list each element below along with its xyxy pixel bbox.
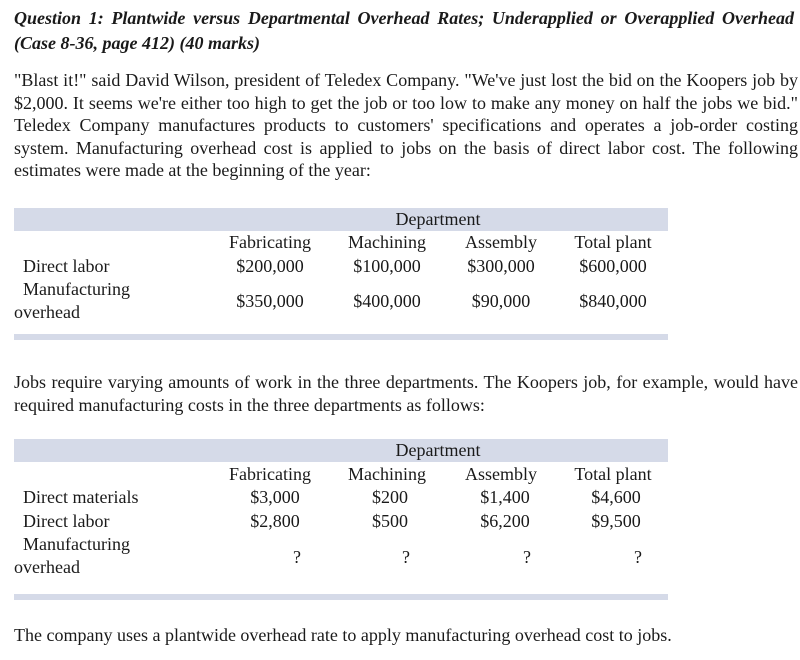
table-cell: $600,000	[579, 256, 647, 276]
table-cell: $9,500	[591, 511, 641, 531]
table-cell: $500	[372, 511, 408, 531]
table-cell: $300,000	[467, 256, 535, 276]
table-header-band	[14, 439, 668, 462]
table-cell: $4,600	[591, 487, 641, 507]
row-label-overhead: overhead	[14, 302, 80, 322]
row-label-direct-materials: Direct materials	[23, 487, 139, 507]
table-cell: $400,000	[353, 291, 421, 311]
table-cell: ?	[293, 547, 301, 567]
column-header-fabricating: Fabricating	[229, 232, 311, 252]
column-header-total-plant: Total plant	[574, 232, 652, 252]
column-header-total-plant: Total plant	[574, 464, 652, 484]
table-cell: $840,000	[579, 291, 647, 311]
table-cell: $3,000	[250, 487, 300, 507]
column-header-machining: Machining	[348, 232, 426, 252]
department-group-header: Department	[395, 440, 481, 460]
table-footer-band	[14, 594, 668, 600]
table-cell: ?	[523, 547, 531, 567]
column-header-machining: Machining	[348, 464, 426, 484]
row-label-direct-labor: Direct labor	[23, 256, 110, 276]
intro-paragraph: "Blast it!" said David Wilson, president of Teledex Company. "We've just lost the bid on the Koopers job by $2,000. It seems we're either too high to get the job or too low to make any money on half the jobs we bid." Teledex Company manufactures products to customers' specifications and operates a job-order costing system. Manufacturing overhead cost is applied to jobs on the basis of direct labor cost. The following estimates were made at the beginning of the year:	[14, 70, 798, 180]
jobs-paragraph: Jobs require varying amounts of work in the three departments. The Koopers job, for example, would have required manufacturing costs in the three departments as follows:	[14, 372, 798, 415]
column-header-assembly: Assembly	[465, 232, 537, 252]
table-cell: $2,800	[250, 511, 300, 531]
column-header-fabricating: Fabricating	[229, 464, 311, 484]
row-label-manufacturing: Manufacturing	[23, 534, 130, 554]
table-footer-band	[14, 334, 668, 340]
table-cell: $100,000	[353, 256, 421, 276]
table-cell: ?	[634, 547, 642, 567]
table-cell: $6,200	[480, 511, 530, 531]
estimates-table	[14, 208, 668, 340]
table-cell: $90,000	[471, 291, 531, 311]
row-label-manufacturing: Manufacturing	[23, 279, 130, 299]
table-cell: $200,000	[236, 256, 304, 276]
koopers-job-table	[14, 439, 668, 600]
table-cell: $350,000	[236, 291, 304, 311]
table-cell: ?	[402, 547, 410, 567]
column-header-assembly: Assembly	[465, 464, 537, 484]
department-group-header: Department	[395, 209, 481, 229]
row-label-overhead: overhead	[14, 557, 80, 577]
table-header-band	[14, 208, 668, 231]
question-heading: Question 1: Plantwide versus Departmental Overhead Rates; Underapplied or Overapplied Overhead (Case 8-36, page 412) (40 marks)	[14, 8, 794, 53]
row-label-direct-labor: Direct labor	[23, 511, 110, 531]
table-cell: $1,400	[480, 487, 530, 507]
table-cell: $200	[372, 487, 408, 507]
closing-paragraph: The company uses a plantwide overhead rate to apply manufacturing overhead cost to jobs.	[14, 625, 672, 645]
